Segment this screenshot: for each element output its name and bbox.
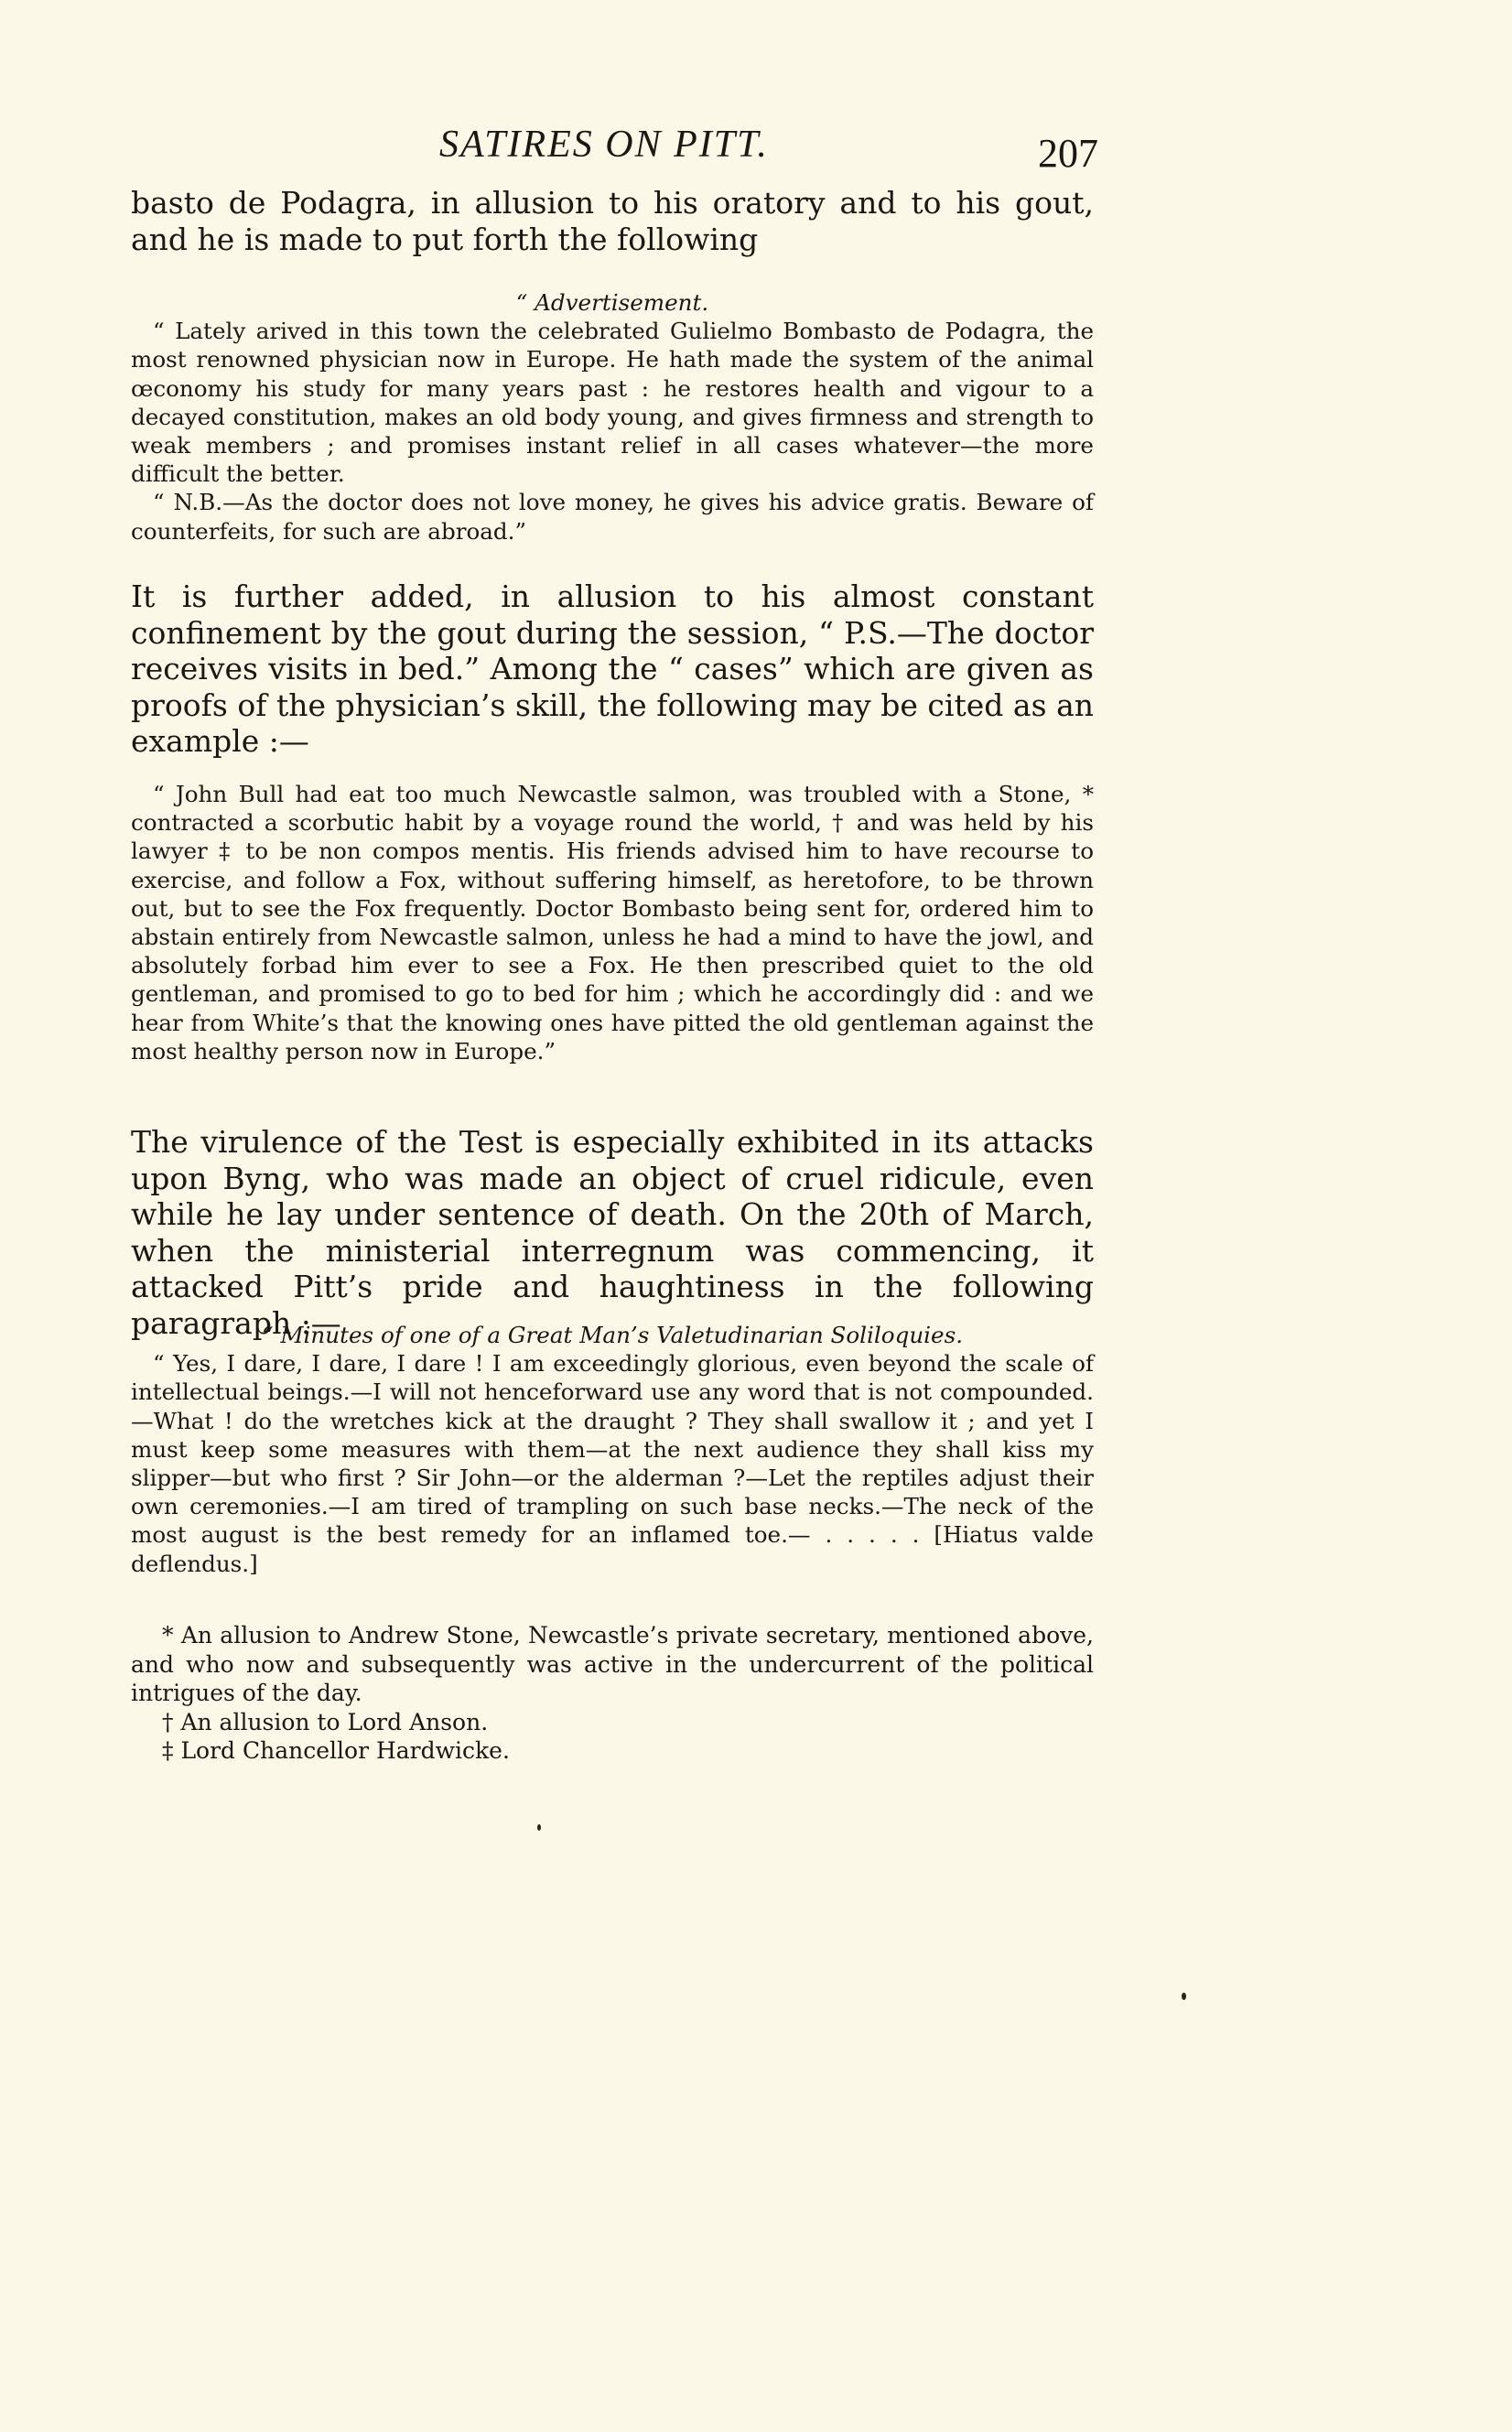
body-paragraph-1: basto de Podagra, in allusion to his oratory and to his gout, and he is made to put forth the following — [131, 185, 1094, 257]
soliloquies-quote — [131, 1321, 1094, 1578]
page-number: 207 — [1038, 131, 1098, 176]
body-paragraph-3: The virulence of the Test is especially exhibited in its attacks upon Byng, who was made an object of cruel ridicule, even while he lay under sentence of death. On the 20th of March, when the ministerial interregnum was commencing, it attacked Pitt’s pride and haughtiness in the following paragraph :— — [131, 1124, 1094, 1341]
quote-heading: “ Minutes of one of a Great Man’s Valetudinarian Soliloquies. — [261, 1322, 964, 1348]
quote-paragraph: “ Yes, I dare, I dare, I dare ! I am exceedingly glorious, even beyond the scale of intellectual beings.—I will not henceforward use any word that is not compounded.—What ! do the wretches kick at the draught ? They shall swallow it ; and yet I must keep some measures with them—at the next audience they shall kiss my slipper—but who first ? Sir John—or the alderman ?—Let the reptiles adjust their own ceremonies.—I am tired of trampling on such base necks.—The neck of the most august is the best remedy for an inflamed toe.— . . . . . [Hiatus valde deflendus.] — [131, 1350, 1094, 1577]
body-paragraph-2: It is further added, in allusion to his almost constant confinement by the gout during the session, “ P.S.—The doctor receives visits in bed.” Among the “ cases” which are given as proofs of the physician’s skill, the following may be cited as an example :— — [131, 578, 1094, 759]
advertisement-quote — [131, 288, 1094, 546]
footnote-dagger: † An allusion to Lord Anson. — [162, 1708, 489, 1735]
running-head: SATIRES ON PITT. — [439, 124, 769, 166]
quote-paragraph: “ N.B.—As the doctor does not love money, he gives his advice gratis. Beware of counterfeits, for such are abroad.” — [131, 489, 1094, 545]
page-header — [128, 121, 1098, 176]
cases-quote — [131, 780, 1094, 1065]
footnote-star: * An allusion to Andrew Stone, Newcastle’s private secretary, mentioned above, and who now and subsequently was active in the undercurrent of the political intrigues of the day. — [131, 1622, 1094, 1706]
ink-speck — [537, 1824, 541, 1831]
footnote-double-dagger: ‡ Lord Chancellor Hardwicke. — [162, 1737, 510, 1764]
quote-heading: “ Advertisement. — [515, 289, 709, 316]
ink-speck — [1182, 1993, 1186, 2000]
footnotes — [131, 1621, 1094, 1766]
quote-paragraph: “ Lately arived in this town the celebrated Gulielmo Bombasto de Podagra, the most renowned physician now in Europe. He hath made the system of the animal œconomy his study for many years past : he restores health and vigour to a decayed constitution, makes an old body young, and gives firmness and strength to weak members ; and promises instant relief in all cases whatever—the more difficult the better. — [131, 318, 1094, 488]
quote-paragraph: “ John Bull had eat too much Newcastle salmon, was troubled with a Stone, * contracted a scorbutic habit by a voyage round the world, † and was held by his lawyer ‡ to be non compos mentis. His friends advised him to have recourse to exercise, and follow a Fox, without suffering himself, as heretofore, to be thrown out, but to see the Fox frequently. Doctor Bombasto being sent for, ordered him to abstain entirely from Newcastle salmon, unless he had a mind to have the jowl, and absolutely forbad him ever to see a Fox. He then prescribed quiet to the old gentleman, and promised to go to bed for him ; which he accordingly did : and we hear from White’s that the knowing ones have pitted the old gentleman against the most healthy person now in Europe.” — [131, 781, 1094, 1065]
